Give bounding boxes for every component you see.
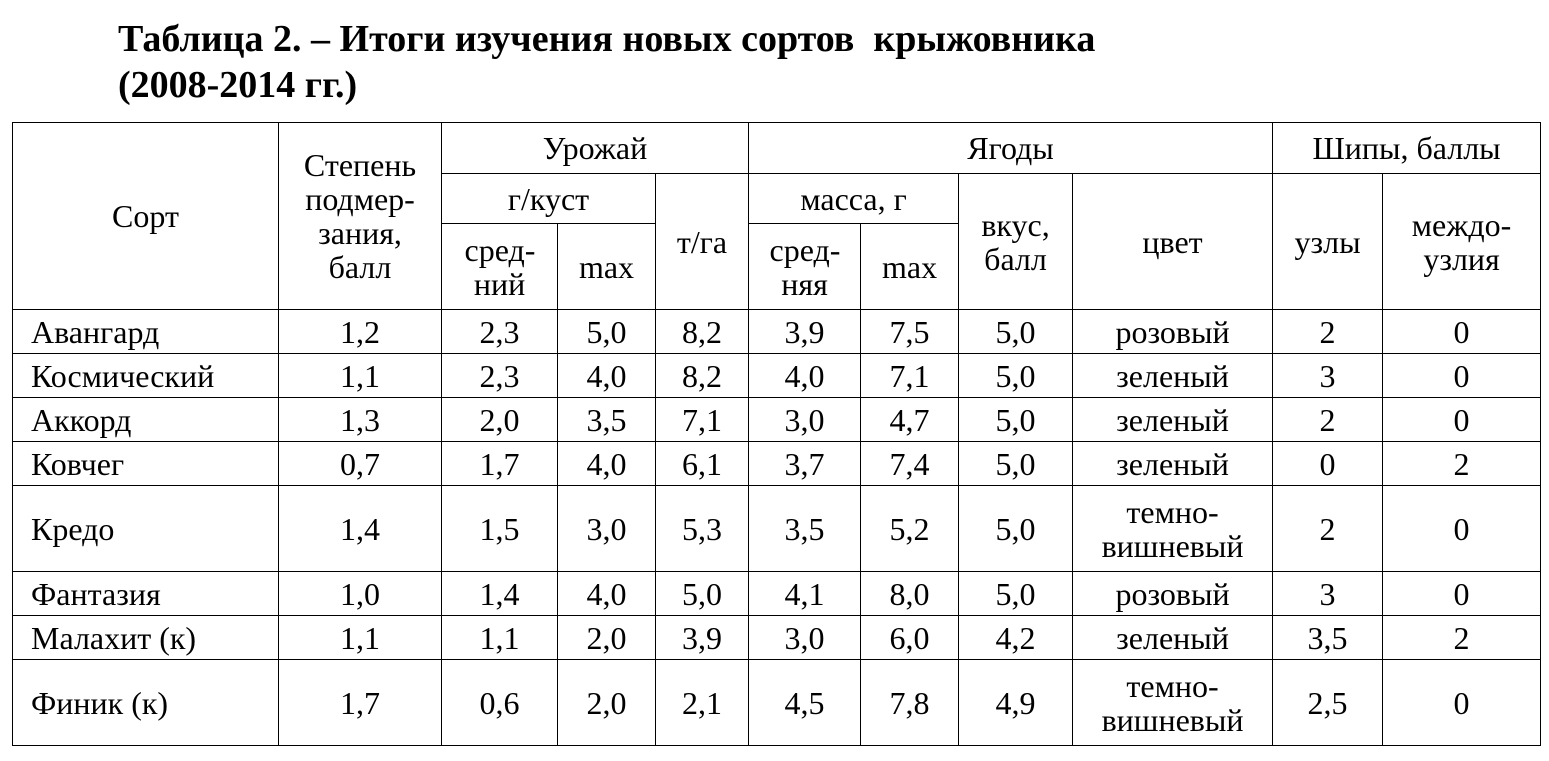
title-line-2: (2008-2014 гг.) — [118, 64, 358, 106]
cell-tha: 8,2 — [656, 354, 749, 398]
cell-avg: 1,1 — [442, 616, 558, 660]
cell-freeze: 1,4 — [279, 486, 442, 572]
cell-mavg: 4,0 — [749, 354, 861, 398]
cell-name: Малахит (к) — [13, 616, 279, 660]
cell-color: темно-вишневый — [1073, 486, 1273, 572]
cell-nodes: 3,5 — [1273, 616, 1383, 660]
cell-name: Космический — [13, 354, 279, 398]
cell-mmax: 7,8 — [861, 660, 959, 746]
cell-mmax: 4,7 — [861, 398, 959, 442]
header-thorns: Шипы, баллы — [1273, 123, 1541, 174]
header-freeze-text: Степень подмер-зания, балл — [303, 147, 417, 285]
results-table — [12, 122, 1541, 746]
cell-inter: 0 — [1383, 398, 1541, 442]
header-avg-mass-text: сред-няя — [769, 231, 841, 302]
cell-tha: 5,0 — [656, 572, 749, 616]
table-header — [13, 123, 1541, 310]
cell-inter: 0 — [1383, 660, 1541, 746]
cell-inter: 0 — [1383, 486, 1541, 572]
header-g-per-bush: г/куст — [442, 174, 656, 224]
cell-color: розовый — [1073, 310, 1273, 354]
cell-name: Финик (к) — [13, 660, 279, 746]
cell-mavg: 3,5 — [749, 486, 861, 572]
cell-name: Ковчег — [13, 442, 279, 486]
cell-tha: 5,3 — [656, 486, 749, 572]
cell-color: зеленый — [1073, 442, 1273, 486]
cell-inter: 0 — [1383, 572, 1541, 616]
cell-freeze: 1,0 — [279, 572, 442, 616]
cell-nodes: 2 — [1273, 398, 1383, 442]
cell-mavg: 4,1 — [749, 572, 861, 616]
header-max-harvest: max — [558, 224, 656, 310]
cell-freeze: 1,1 — [279, 354, 442, 398]
cell-taste: 5,0 — [959, 572, 1073, 616]
cell-nodes: 3 — [1273, 354, 1383, 398]
header-sort: Сорт — [13, 123, 279, 310]
header-freeze — [279, 123, 442, 310]
cell-max: 2,0 — [558, 660, 656, 746]
table-body — [13, 310, 1541, 746]
cell-color: зеленый — [1073, 616, 1273, 660]
cell-nodes: 2,5 — [1273, 660, 1383, 746]
cell-mavg: 3,0 — [749, 398, 861, 442]
cell-mmax: 5,2 — [861, 486, 959, 572]
cell-max: 5,0 — [558, 310, 656, 354]
cell-mavg: 3,7 — [749, 442, 861, 486]
table-row — [13, 660, 1541, 746]
cell-nodes: 3 — [1273, 572, 1383, 616]
cell-avg: 1,7 — [442, 442, 558, 486]
cell-mmax: 7,1 — [861, 354, 959, 398]
cell-color: зеленый — [1073, 398, 1273, 442]
cell-taste: 4,9 — [959, 660, 1073, 746]
table-row — [13, 572, 1541, 616]
cell-max: 3,0 — [558, 486, 656, 572]
cell-inter: 2 — [1383, 442, 1541, 486]
cell-mmax: 6,0 — [861, 616, 959, 660]
header-avg-harvest-text: сред-ний — [464, 231, 536, 302]
cell-avg: 2,3 — [442, 354, 558, 398]
header-berries: Ягоды — [749, 123, 1273, 174]
header-internodes — [1383, 174, 1541, 310]
cell-max: 4,0 — [558, 354, 656, 398]
cell-avg: 0,6 — [442, 660, 558, 746]
table-row — [13, 354, 1541, 398]
table-row — [13, 486, 1541, 572]
header-color: цвет — [1073, 174, 1273, 310]
header-max-mass: max — [861, 224, 959, 310]
cell-freeze: 1,7 — [279, 660, 442, 746]
table-title — [118, 16, 1418, 108]
cell-taste: 5,0 — [959, 398, 1073, 442]
cell-tha: 6,1 — [656, 442, 749, 486]
cell-avg: 2,0 — [442, 398, 558, 442]
cell-color: розовый — [1073, 572, 1273, 616]
cell-color: зеленый — [1073, 354, 1273, 398]
cell-max: 4,0 — [558, 442, 656, 486]
header-nodes: узлы — [1273, 174, 1383, 310]
table-row — [13, 310, 1541, 354]
cell-mmax: 8,0 — [861, 572, 959, 616]
header-internodes-text: междо-узлия — [1411, 206, 1512, 277]
table-row — [13, 616, 1541, 660]
cell-mavg: 3,9 — [749, 310, 861, 354]
cell-mavg: 3,0 — [749, 616, 861, 660]
cell-max: 4,0 — [558, 572, 656, 616]
cell-taste: 4,2 — [959, 616, 1073, 660]
cell-inter: 0 — [1383, 354, 1541, 398]
cell-color: темно-вишневый — [1073, 660, 1273, 746]
cell-taste: 5,0 — [959, 310, 1073, 354]
cell-avg: 2,3 — [442, 310, 558, 354]
table-row — [13, 398, 1541, 442]
cell-mmax: 7,5 — [861, 310, 959, 354]
cell-name: Авангард — [13, 310, 279, 354]
cell-freeze: 1,3 — [279, 398, 442, 442]
header-taste — [959, 174, 1073, 310]
cell-freeze: 1,2 — [279, 310, 442, 354]
cell-taste: 5,0 — [959, 442, 1073, 486]
cell-freeze: 1,1 — [279, 616, 442, 660]
cell-name: Кредо — [13, 486, 279, 572]
cell-tha: 7,1 — [656, 398, 749, 442]
header-t-per-ha: т/га — [656, 174, 749, 310]
cell-max: 2,0 — [558, 616, 656, 660]
cell-name: Фантазия — [13, 572, 279, 616]
header-avg-mass — [749, 224, 861, 310]
header-avg-harvest — [442, 224, 558, 310]
cell-avg: 1,5 — [442, 486, 558, 572]
cell-nodes: 0 — [1273, 442, 1383, 486]
cell-mmax: 7,4 — [861, 442, 959, 486]
cell-inter: 2 — [1383, 616, 1541, 660]
cell-tha: 3,9 — [656, 616, 749, 660]
cell-nodes: 2 — [1273, 486, 1383, 572]
title-line-1: Таблица 2. – Итоги изучения новых сортов крыжовника — [118, 18, 1096, 60]
header-taste-text: вкус, балл — [981, 206, 1050, 277]
cell-nodes: 2 — [1273, 310, 1383, 354]
cell-freeze: 0,7 — [279, 442, 442, 486]
cell-name: Аккорд — [13, 398, 279, 442]
table-row — [13, 442, 1541, 486]
cell-max: 3,5 — [558, 398, 656, 442]
cell-tha: 8,2 — [656, 310, 749, 354]
cell-avg: 1,4 — [442, 572, 558, 616]
cell-taste: 5,0 — [959, 354, 1073, 398]
cell-tha: 2,1 — [656, 660, 749, 746]
cell-inter: 0 — [1383, 310, 1541, 354]
cell-mavg: 4,5 — [749, 660, 861, 746]
cell-taste: 5,0 — [959, 486, 1073, 572]
header-harvest: Урожай — [442, 123, 749, 174]
header-mass: масса, г — [749, 174, 959, 224]
